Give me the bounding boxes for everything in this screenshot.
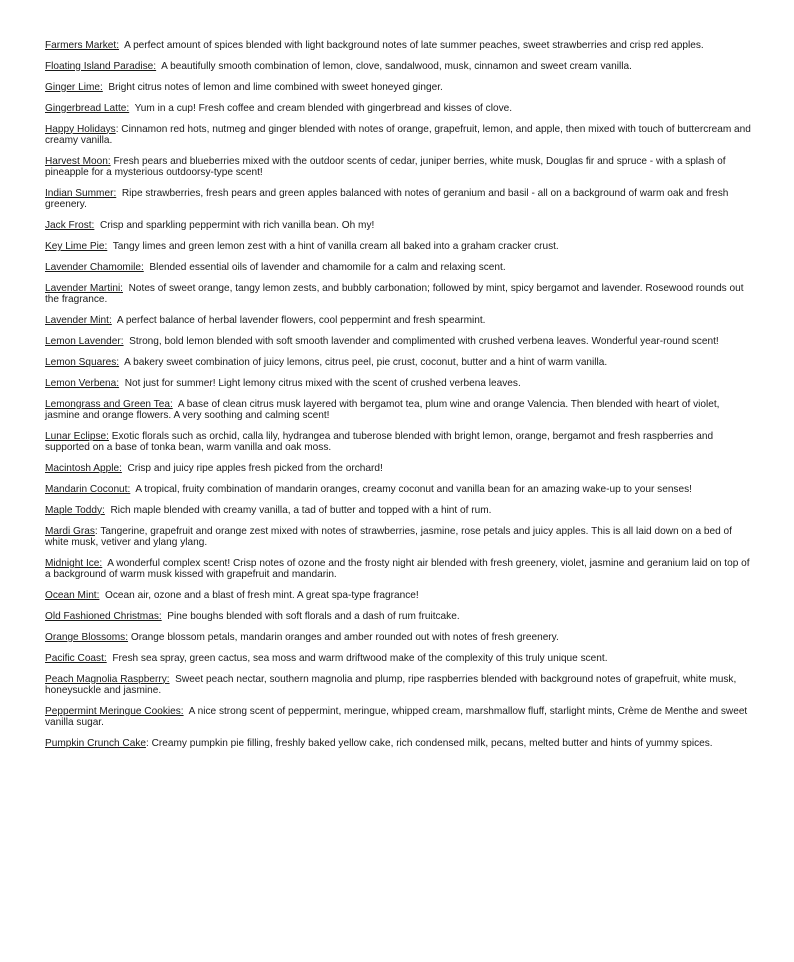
fragrance-name: Lavender Chamomile: [45,261,144,273]
list-item [45,653,757,664]
fragrance-name: Orange Blossoms: [45,631,129,643]
list-item [45,103,757,114]
list-item [45,262,757,273]
list-item [45,558,757,581]
list-item [45,706,757,729]
list-item [45,156,757,179]
fragrance-name: Lunar Eclipse: [45,430,109,442]
fragrance-name: Lavender Mint: [45,314,112,326]
fragrance-name: Farmers Market: [45,40,120,51]
fragrance-name: Lemon Lavender: [45,335,124,347]
fragrance-name: Lavender Martini: [45,282,123,294]
list-item [45,315,757,326]
fragrance-description: Crisp and juicy ripe apples fresh picked from the orchard! [127,462,383,474]
fragrance-description: A perfect balance of herbal lavender flowers, cool peppermint and fresh spearmint. [116,314,486,326]
list-item [45,188,757,211]
fragrance-name: Macintosh Apple: [45,462,122,474]
fragrance-description: A bakery sweet combination of juicy lemons, citrus peel, pie crust, coconut, butter and a hint of warm vanilla. [124,356,608,368]
fragrance-name: Maple Toddy: [45,504,105,516]
list-item [45,82,757,93]
fragrance-description: A beautifully smooth combination of lemon, clove, sandalwood, musk, cinnamon and sweet cream vanilla. [161,60,632,72]
fragrance-description: Not just for summer! Light lemony citrus mixed with the scent of crushed verbena leaves. [124,377,521,389]
fragrance-name: Floating Island Paradise: [45,60,157,72]
fragrance-name: Happy Holidays [45,123,116,135]
fragrance-description: Yum in a cup! Fresh coffee and cream blended with gingerbread and kisses of clove. [134,102,513,114]
fragrance-name: Old Fashioned Christmas: [45,610,162,622]
list-item [45,463,757,474]
fragrance-name: Peach Magnolia Raspberry: [45,673,170,685]
fragrance-description: Strong, bold lemon blended with soft smooth lavender and complimented with crushed verbena leaves. Wonderful year-round scent! [129,335,719,347]
list-item [45,431,757,454]
fragrance-description: : Creamy pumpkin pie filling, freshly baked yellow cake, rich condensed milk, pecans, melted butter and hints of yummy spices. [145,737,713,749]
fragrance-name: Pumpkin Crunch Cake [45,737,146,749]
fragrance-description: A wonderful complex scent! Crisp notes of ozone and the frosty night air blended with fresh greenery, violet, jasmine and geranium laid on top of a background of warm musk kissed with grapefruit and mandarin. [45,557,750,581]
list-item [45,611,757,622]
list-item [45,632,757,643]
list-item [45,526,757,549]
fragrance-name: Ginger Lime: [45,81,103,93]
list-item [45,241,757,252]
list-item [45,124,757,147]
fragrance-description: Sweet peach nectar, southern magnolia and plump, ripe raspberries blended with background notes of grapefruit, white musk, honeysuckle and jasmine. [45,673,737,696]
fragrance-description: : Cinnamon red hots, nutmeg and ginger blended with notes of orange, grapefruit, lemon, and apple, then mixed with touch of buttercream and creamy vanilla. [45,123,751,146]
list-item [45,378,757,389]
fragrance-description: Crisp and sparkling peppermint with rich vanilla bean. Oh my! [99,220,375,232]
fragrance-description: Ocean air, ozone and a blast of fresh mint. A great spa-type fragrance! [105,589,419,601]
list-item [45,484,757,495]
fragrance-description: Blended essential oils of lavender and chamomile for a calm and relaxing scent. [149,261,506,273]
fragrance-name: Pacific Coast: [45,652,107,664]
fragrance-description: Notes of sweet orange, tangy lemon zests, and bubbly carbonation; followed by mint, spicy bergamot and lavender. Rosewood rounds out the fragrance. [45,282,744,306]
fragrance-description: Tangy limes and green lemon zest with a hint of vanilla cream all baked into a graham cracker crust. [112,241,559,253]
fragrance-description: Rich maple blended with creamy vanilla, a tad of butter and topped with a hint of rum. [110,504,492,516]
fragrance-name: Lemongrass and Green Tea: [45,398,173,410]
fragrance-description: Orange blossom petals, mandarin oranges and amber rounded out with notes of fresh greenery. [130,631,559,643]
fragrance-list [45,40,757,759]
fragrance-description: Bright citrus notes of lemon and lime combined with sweet honeyed ginger. [108,81,443,93]
fragrance-name: Harvest Moon: [45,155,111,167]
fragrance-name: Jack Frost: [45,220,95,232]
fragrance-name: Lemon Squares: [45,356,120,368]
list-item [45,336,757,347]
fragrance-name: Gingerbread Latte: [45,102,130,114]
fragrance-name: Lemon Verbena: [45,377,120,389]
fragrance-description: Fresh sea spray, green cactus, sea moss and warm driftwood make of the complexity of this truly unique scent. [112,652,608,664]
fragrance-name: Mandarin Coconut: [45,483,131,495]
list-item [45,283,757,306]
fragrance-description: A perfect amount of spices blended with light background notes of late summer peaches, sweet strawberries and crisp red apples. [124,40,704,51]
fragrance-description: A tropical, fruity combination of mandarin oranges, creamy coconut and vanilla bean for an amazing wake-up to your senses! [135,483,692,495]
fragrance-description: A nice strong scent of peppermint, meringue, whipped cream, marshmallow fluff, starlight mints, Crème de Menthe and sweet vanilla sugar. [45,705,748,729]
list-item [45,220,757,231]
fragrance-name: Ocean Mint: [45,589,100,601]
fragrance-name: Midnight Ice: [45,557,103,569]
fragrance-description: Pine boughs blended with soft florals and a dash of rum fruitcake. [167,610,460,622]
list-item [45,399,757,422]
fragrance-description: Fresh pears and blueberries mixed with the outdoor scents of cedar, juniper berries, white musk, Douglas fir and spruce - with a splash of pineapple for a mysterious outdoorsy-type scent! [45,155,726,179]
fragrance-name: Key Lime Pie: [45,241,108,253]
list-item [45,738,757,749]
fragrance-name: Mardi Gras [45,525,95,537]
list-item [45,590,757,601]
list-item [45,357,757,368]
fragrance-description: Exotic florals such as orchid, calla lily, hydrangea and tuberose blended with bright lemon, orange, bergamot and fresh raspberries and supported on a base of tonka bean, warm vanilla and oak moss. [45,430,714,454]
list-item [45,61,757,72]
list-item [45,505,757,516]
list-item [45,674,757,697]
fragrance-name: Indian Summer: [45,187,117,199]
fragrance-description: A base of clean citrus musk layered with bergamot tea, plum wine and orange Valencia. Then blended with heart of violet, jasmine and orange flowers. A very soothing and calming scent! [45,398,720,421]
fragrance-description: Ripe strawberries, fresh pears and green apples balanced with notes of geranium and basil - all on a background of warm oak and fresh greenery. [45,187,729,211]
list-item [45,40,757,51]
fragrance-name: Peppermint Meringue Cookies: [45,705,184,717]
fragrance-description: : Tangerine, grapefruit and orange zest mixed with notes of strawberries, jasmine, rose petals and juicy apples. This is all laid down on a bed of white musk, vetiver and ylang ylang. [45,525,732,548]
